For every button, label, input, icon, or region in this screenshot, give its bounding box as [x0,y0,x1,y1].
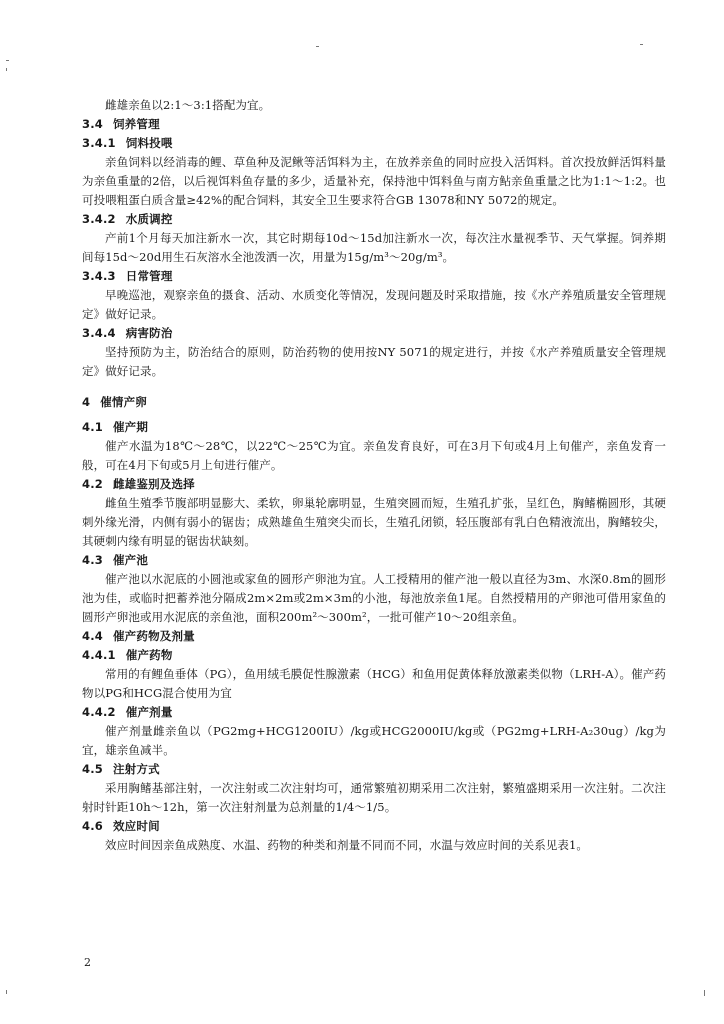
section-heading [82,393,666,412]
heading-title: 催产池 [112,553,149,567]
heading-number: 4.3 [82,553,103,567]
scan-mark [704,990,705,996]
heading-title: 催产药物 [125,648,173,662]
heading-title: 催情产卵 [100,395,148,409]
heading-number: 4.6 [82,819,103,833]
heading-number: 3.4.4 [82,326,116,340]
heading-number: 3.4.3 [82,269,116,283]
subsection-heading [82,627,666,646]
subsection-heading [82,418,666,437]
subsection-heading [82,703,666,722]
subsection-heading [82,551,666,570]
heading-number: 3.4.2 [82,212,116,226]
heading-title: 催产药物及剂量 [112,629,195,643]
heading-number: 4.5 [82,762,103,776]
heading-number: 4.2 [82,477,103,491]
page-number: 2 [84,956,91,969]
heading-title: 催产剂量 [125,705,173,719]
heading-title: 催产期 [112,420,149,434]
paragraph: 效应时间因亲鱼成熟度、水温、药物的种类和剂量不同而不同，水温与效应时间的关系见表1。 [105,838,589,852]
heading-title: 水质调控 [125,212,173,226]
heading-title: 效应时间 [112,819,160,833]
paragraph: 催产剂量雌亲鱼以（PG2mg+HCG1200IU）/kg或HCG2000IU/kg或（PG2mg+LRH-A₂30ug）/kg为宜，雄亲鱼减半。 [82,724,666,757]
heading-number: 4.4.1 [82,648,116,662]
heading-number: 4 [82,395,91,409]
paragraph: 常用的有鲤鱼垂体（PG），鱼用绒毛膜促性腺激素（HCG）和鱼用促黄体释放激素类似物（LRH-A）。催产药物以PG和HCG混合使用为宜 [82,667,666,700]
heading-number: 4.4 [82,629,103,643]
heading-title: 日常管理 [125,269,173,283]
paragraph: 亲鱼饲料以经消毒的鲤、草鱼种及泥鳅等活饵料为主，在放养亲鱼的同时应投入活饵料。首次投放鲜活饵料量为亲鱼重量的2倍，以后视饵料鱼存量的多少，适量补充，保持池中饵料鱼与南方鲇亲鱼重量之比为1:1～1:2。也可投喂粗蛋白质含量≥42%的配合饲料，其安全卫生要求符合GB 13078和NY 5072的规定。 [82,155,666,207]
subsection-heading [82,267,666,286]
heading-title: 雌雄鉴别及选择 [112,477,195,491]
heading-title: 病害防治 [125,326,173,340]
paragraph: 采用胸鳍基部注射，一次注射或二次注射均可，通常繁殖初期采用二次注射，繁殖盛期采用一次注射。二次注射时针距10h～12h，第一次注射剂量为总剂量的1/4～1/5。 [82,781,666,814]
subsection-heading [82,646,666,665]
paragraph: 早晚巡池，观察亲鱼的摄食、活动、水质变化等情况，发现问题及时采取措施，按《水产养殖质量安全管理规定》做好记录。 [82,288,666,321]
heading-number: 3.4 [82,117,103,131]
paragraph: 催产水温为18℃～28℃，以22℃～25℃为宜。亲鱼发育良好，可在3月下旬或4月上旬催产，亲鱼发育一般，可在4月下旬或5月上旬进行催产。 [82,439,666,472]
subsection-heading [82,817,666,836]
heading-title: 注射方式 [112,762,160,776]
subsection-heading [82,324,666,343]
document-body [82,96,666,855]
subsection-heading [82,475,666,494]
paragraph: 坚持预防为主，防治结合的原则，防治药物的使用按NY 5071的规定进行，并按《水产养殖质量安全管理规定》做好记录。 [82,345,666,378]
scan-mark [6,990,7,994]
subsection-heading [82,760,666,779]
scan-mark [6,60,9,61]
paragraph: 产前1个月每天加注新水一次，其它时期每10d～15d加注新水一次，每次注水量视季节、天气掌握。饲养期间每15d～20d用生石灰溶水全池泼洒一次，用量为15g/m³～20g/m³。 [82,231,666,264]
scan-mark [6,68,7,71]
scan-mark [316,46,319,47]
heading-number: 3.4.1 [82,136,116,150]
scan-mark [640,44,643,45]
paragraph: 催产池以水泥底的小圆池或家鱼的圆形产卵池为宜。人工授精用的催产池一般以直径为3m、水深0.8m的圆形池为佳，或临时把蓄养池分隔成2m×2m或2m×3m的小池，每池放亲鱼1尾。自然授精用的产卵池可借用家鱼的圆形产卵池或用水泥底的亲鱼池，面积200m²～300m²，一批可催产10～20组亲鱼。 [82,572,666,624]
subsection-heading [82,210,666,229]
heading-title: 饲料投喂 [125,136,173,150]
subsection-heading [82,134,666,153]
heading-title: 饲养管理 [112,117,160,131]
heading-number: 4.4.2 [82,705,116,719]
paragraph: 雌雄亲鱼以2:1～3:1搭配为宜。 [105,98,271,112]
paragraph: 雌鱼生殖季节腹部明显膨大、柔软，卵巢轮廓明显，生殖突圆而短，生殖孔扩张，呈红色，胸鳍椭圆形，其硬刺外缘光滑，内侧有弱小的锯齿；成熟雄鱼生殖突尖而长，生殖孔闭锁，轻压腹部有乳白色精液流出，胸鳍较尖，其硬刺内缘有明显的锯齿状缺刻。 [82,496,666,548]
heading-number: 4.1 [82,420,103,434]
subsection-heading [82,115,666,134]
